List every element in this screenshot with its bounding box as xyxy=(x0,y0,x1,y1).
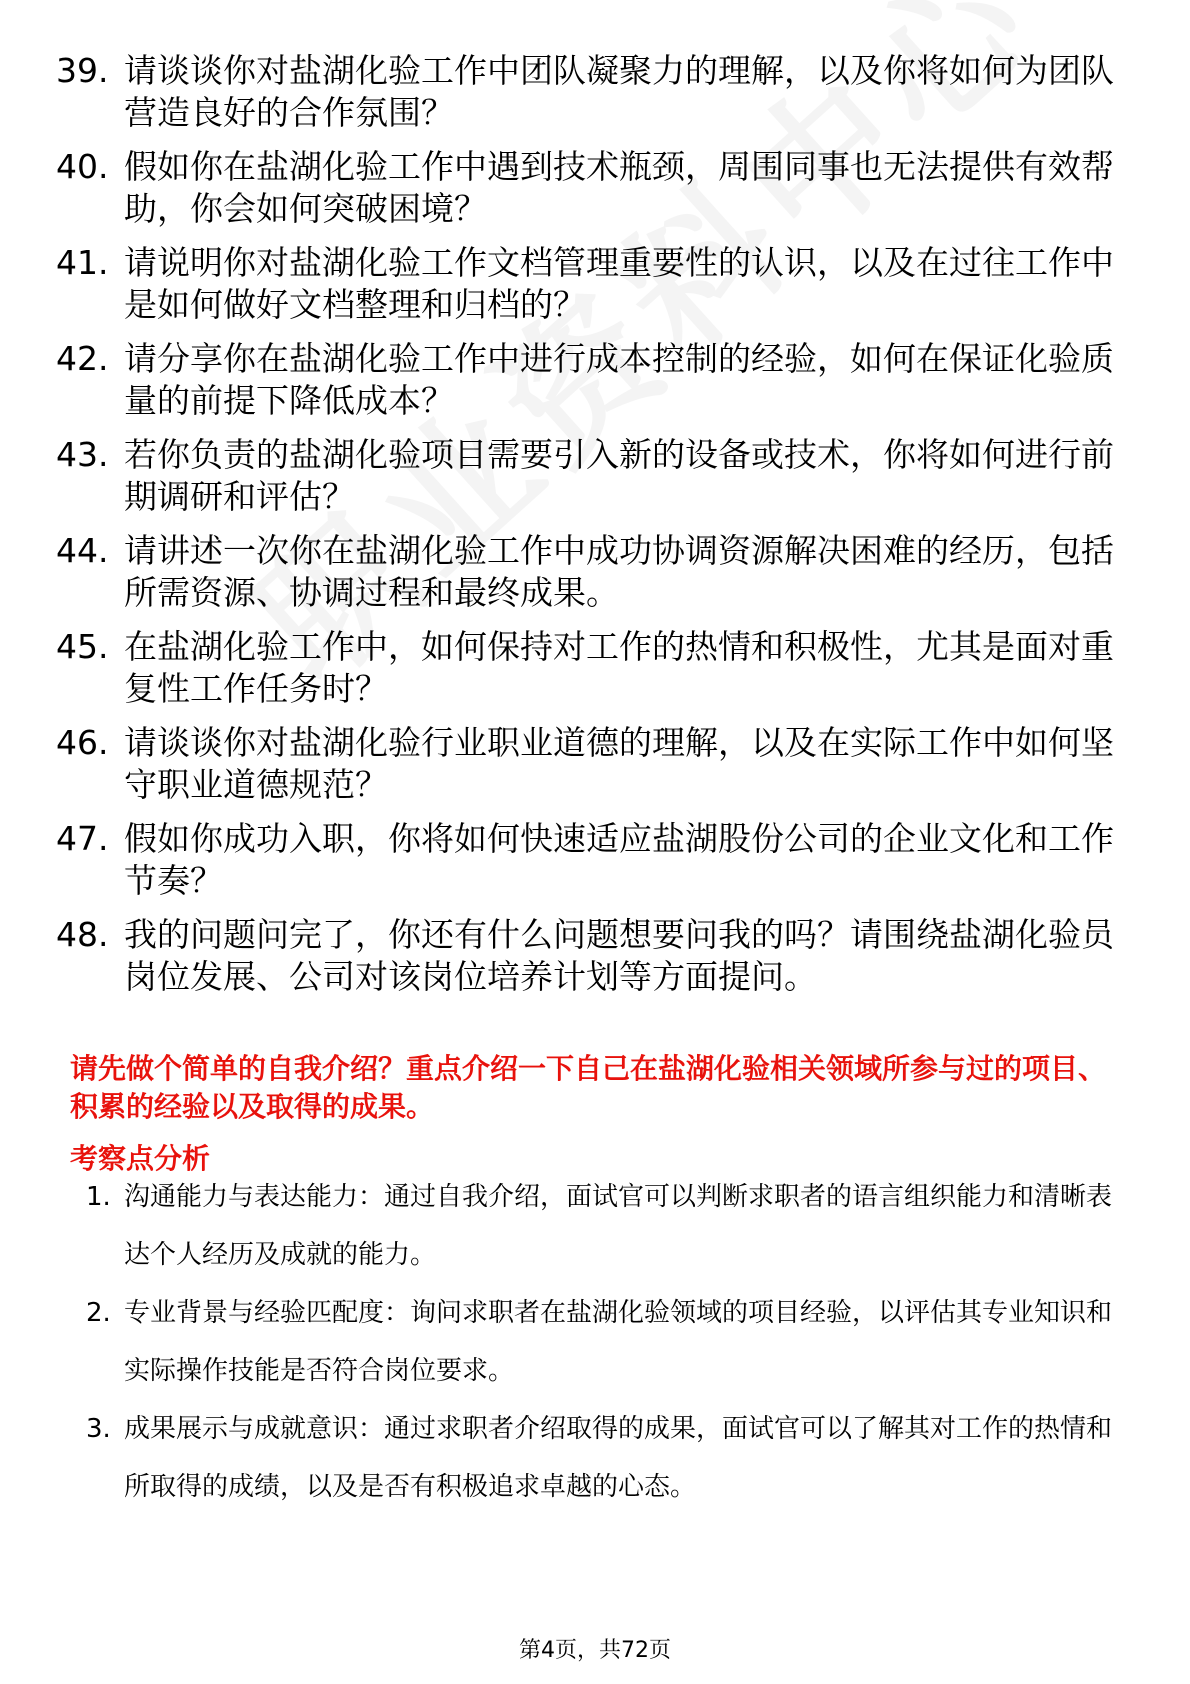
question-number: 40. xyxy=(56,147,109,186)
section-heading: 考察点分析 xyxy=(70,1142,211,1175)
analysis-item xyxy=(86,1168,1126,1284)
analysis-item xyxy=(86,1400,1126,1516)
analysis-number: 1. xyxy=(86,1182,111,1212)
question-text: 若你负责的盐湖化验项目需要引入新的设备或技术，你将如何进行前期调研和评估？ xyxy=(124,435,1114,516)
question-number: 45. xyxy=(56,627,109,666)
analysis-text: 成果展示与成就意识：通过求职者介绍取得的成果，面试官可以了解其对工作的热情和所取得的成绩，以及是否有积极追求卓越的心态。 xyxy=(124,1414,1113,1502)
question-number: 42. xyxy=(56,339,109,378)
question-number: 46. xyxy=(56,723,109,762)
question-number: 39. xyxy=(56,51,109,90)
question-number: 44. xyxy=(56,531,109,570)
question-text: 请讲述一次你在盐湖化验工作中成功协调资源解决困难的经历，包括所需资源、协调过程和最终成果。 xyxy=(124,531,1114,612)
question-number: 41. xyxy=(56,243,109,282)
question-item xyxy=(56,338,1116,422)
highlighted-question: 请先做个简单的自我介绍？重点介绍一下自己在盐湖化验相关领域所参与过的项目、积累的经验以及取得的成果。 xyxy=(70,1052,1107,1123)
question-number: 47. xyxy=(56,819,109,858)
question-item xyxy=(56,914,1116,998)
analysis-item xyxy=(86,1284,1126,1400)
question-text: 请分享你在盐湖化验工作中进行成本控制的经验，如何在保证化验质量的前提下降低成本？ xyxy=(124,339,1114,420)
question-text: 假如你成功入职，你将如何快速适应盐湖股份公司的企业文化和工作节奏？ xyxy=(124,819,1114,900)
analysis-text: 沟通能力与表达能力：通过自我介绍，面试官可以判断求职者的语言组织能力和清晰表达个人经历及成就的能力。 xyxy=(124,1182,1113,1270)
analysis-text: 专业背景与经验匹配度：询问求职者在盐湖化验领域的项目经验，以评估其专业知识和实际操作技能是否符合岗位要求。 xyxy=(124,1298,1113,1386)
question-item xyxy=(56,146,1116,230)
question-item xyxy=(56,530,1116,614)
question-item xyxy=(56,50,1116,134)
question-item xyxy=(56,626,1116,710)
question-text: 假如你在盐湖化验工作中遇到技术瓶颈，周围同事也无法提供有效帮助，你会如何突破困境？ xyxy=(124,147,1114,228)
question-item xyxy=(56,242,1116,326)
question-text: 请谈谈你对盐湖化验行业职业道德的理解，以及在实际工作中如何坚守职业道德规范？ xyxy=(124,723,1114,804)
question-number: 48. xyxy=(56,915,109,954)
question-item xyxy=(56,434,1116,518)
question-item xyxy=(56,722,1116,806)
question-text: 请谈谈你对盐湖化验工作中团队凝聚力的理解，以及你将如何为团队营造良好的合作氛围？ xyxy=(124,51,1114,132)
analysis-number: 3. xyxy=(86,1414,111,1444)
question-item xyxy=(56,818,1116,902)
question-text: 在盐湖化验工作中，如何保持对工作的热情和积极性，尤其是面对重复性工作任务时？ xyxy=(124,627,1114,708)
question-number: 43. xyxy=(56,435,109,474)
question-text: 请说明你对盐湖化验工作文档管理重要性的认识，以及在过往工作中是如何做好文档整理和归档的？ xyxy=(124,243,1114,324)
analysis-number: 2. xyxy=(86,1298,111,1328)
page-footer: 第4页，共72页 xyxy=(519,1638,671,1663)
question-text: 我的问题问完了，你还有什么问题想要问我的吗？请围绕盐湖化验员岗位发展、公司对该岗位培养计划等方面提问。 xyxy=(124,915,1114,996)
